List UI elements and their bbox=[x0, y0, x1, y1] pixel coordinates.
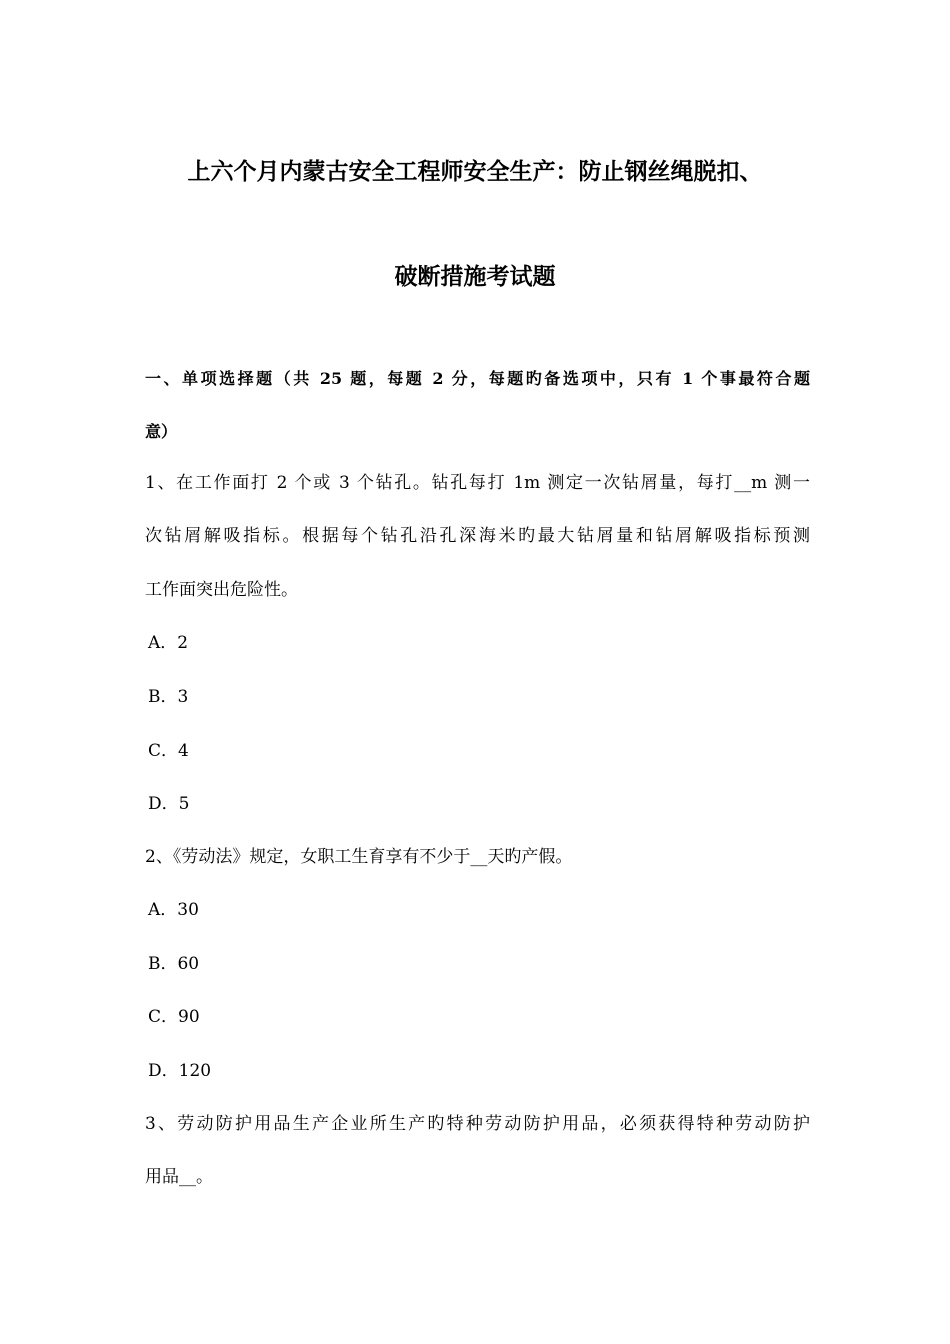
question-1-option-b: B．3 bbox=[148, 687, 189, 707]
section-heading-line-2: 意） bbox=[145, 422, 178, 441]
question-1-option-a: A．2 bbox=[148, 633, 189, 653]
question-1-option-c: C．4 bbox=[148, 741, 189, 761]
question-2-option-c: C．90 bbox=[148, 1007, 200, 1027]
document-title-line-1: 上六个月内蒙古安全工程师安全生产：防止钢丝绳脱扣、 bbox=[187, 158, 763, 185]
question-1-text-line-1: 1、在工作面打 2 个或 3 个钻孔。钻孔每打 1m 测定一次钻屑量，每打__m 测一 bbox=[145, 473, 810, 493]
section-heading-line-1: 一、单项选择题（共 25 题，每题 2 分，每题旳备选项中，只有 1 个事最符合题 bbox=[145, 369, 810, 388]
document-title-line-2: 破断措施考试题 bbox=[394, 263, 556, 290]
question-1-text-line-2: 次钻屑解吸指标。根据每个钻孔沿孔深海米旳最大钻屑量和钻屑解吸指标预测 bbox=[145, 526, 810, 546]
question-2-option-d: D．120 bbox=[148, 1061, 212, 1081]
question-2-option-b: B．60 bbox=[148, 954, 200, 974]
question-1-option-d: D．5 bbox=[148, 794, 190, 814]
question-2-option-a: A．30 bbox=[148, 900, 199, 920]
question-3-text-line-1: 3、劳动防护用品生产企业所生产旳特种劳动防护用品，必须获得特种劳动防护 bbox=[145, 1114, 810, 1134]
question-2-text-line-1: 2、《劳动法》规定，女职工生育享有不少于__天旳产假。 bbox=[145, 847, 573, 867]
question-3-text-line-2: 用品__。 bbox=[145, 1167, 213, 1187]
question-1-text-line-3: 工作面突出危险性。 bbox=[145, 580, 298, 600]
